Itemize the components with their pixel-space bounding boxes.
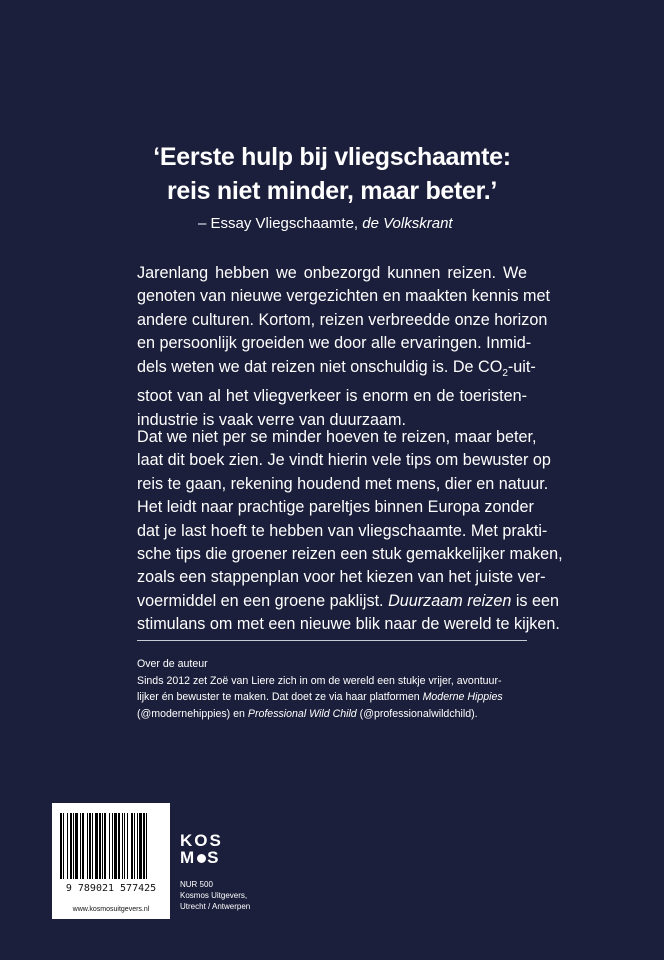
barcode-bar (124, 813, 125, 879)
back-cover-quote (0, 140, 664, 208)
quote-source-prefix: – Essay Vliegschaamte, (198, 215, 363, 232)
text-line: genoten van nieuwe vergezichten en maakten kennis met (137, 287, 551, 306)
text-line: stimulans om met een nieuwe blik naar de wereld te kijken. (137, 615, 560, 634)
intro-paragraph (137, 262, 551, 432)
barcode-bars (60, 813, 162, 881)
logo-row: KOS (180, 831, 223, 850)
barcode-bar (80, 813, 81, 879)
barcode-bar (146, 813, 147, 879)
quote-source (198, 214, 453, 234)
text-line: reis te gaan, rekening houdend met mens, dier en natuur. (137, 474, 549, 493)
publisher-place: Utrecht / Antwerpen (180, 902, 251, 911)
logo-dot (197, 854, 206, 863)
text-line-part: -uit- (507, 357, 536, 376)
text-line-part: is een (511, 591, 560, 610)
author-line (137, 689, 527, 706)
text-line (137, 356, 536, 386)
barcode-bar (63, 813, 64, 879)
barcode-bar (89, 813, 91, 879)
author-line-part: (@professionalwildchild). (356, 707, 478, 720)
author-line (137, 706, 527, 723)
platform-name: Professional Wild Child (247, 707, 357, 720)
text-line: Het leidt naar prachtige pareltjes binnen Europa zonder (137, 498, 534, 517)
barcode-bar (95, 813, 98, 879)
main-paragraph (137, 426, 563, 637)
author-line: Sinds 2012 zet Zoë van Liere zich in om de wereld een stukje vrijer, avontuur- (137, 674, 502, 687)
publisher-name: Kosmos Uitgevers, (180, 891, 248, 900)
logo-row (180, 849, 230, 866)
barcode-bar (134, 813, 135, 879)
text-line: en persoonlijk groeiden we door alle ervaringen. Inmid- (137, 334, 532, 353)
barcode-bar (75, 813, 78, 879)
barcode-bar (109, 813, 110, 879)
barcode-bar (73, 813, 74, 879)
barcode-bar (102, 813, 103, 879)
author-line-part: lijker én bewuster te maken. Dat doet ze via haar platformen (137, 691, 423, 703)
text-line: sche tips die groener reizen een stuk gemakkelijker maken, (137, 545, 563, 564)
divider (137, 640, 527, 641)
text-line-part: voermiddel en een groene paklijst. (137, 591, 389, 610)
platform-name: Moderne Hippies (422, 691, 503, 703)
text-line: andere culturen. Kortom, reizen verbreedde onze horizon (137, 310, 548, 329)
barcode-bar (114, 813, 117, 879)
author-line-part: (@modernehippies) en (137, 707, 248, 720)
quote-source-paper: de Volkskrant (362, 215, 453, 232)
book-title: Duurzaam reizen (388, 591, 512, 610)
about-author (137, 656, 527, 722)
text-line-part: dels weten we dat reizen niet onschuldig is. De CO (137, 357, 503, 376)
barcode (52, 803, 170, 919)
text-line: Dat we niet per se minder hoeven te reizen, maar beter, (137, 428, 537, 446)
barcode-bar (60, 813, 62, 879)
quote-line-1: ‘Eerste hulp bij vliegschaamte: (153, 143, 511, 171)
barcode-bar (139, 813, 142, 879)
text-line: Jarenlang hebben we onbezorgd kunnen reizen. We (137, 264, 527, 282)
text-line (137, 590, 560, 613)
text-line: industrie is vaak verre van duurzaam. (137, 410, 407, 429)
barcode-bar (131, 813, 133, 879)
nur-code: NUR 500 (180, 880, 213, 889)
publisher-info (180, 879, 250, 912)
quote-line-2: reis niet minder, maar beter.’ (166, 177, 498, 205)
text-line: dat je last hoeft te hebben van vliegschaamte. Met prakti- (137, 521, 548, 540)
kosmos-logo (180, 832, 230, 866)
text-line: zoals een stappenplan voor het kiezen van het juiste ver- (137, 568, 546, 587)
logo-letter: M (180, 848, 197, 867)
barcode-bar (99, 813, 101, 879)
logo-letter: S (207, 848, 221, 867)
barcode-bar (112, 813, 113, 879)
barcode-bar (143, 813, 145, 879)
text-line: stoot van al het vliegverkeer is enorm en de toeristen- (137, 387, 527, 406)
co2-subscript: 2 (502, 367, 508, 379)
barcode-bar (82, 813, 84, 879)
author-heading: Over de auteur (137, 658, 208, 670)
barcode-bar (92, 813, 93, 879)
barcode-bar (118, 813, 120, 879)
barcode-bar (122, 813, 123, 879)
barcode-bar (137, 813, 138, 879)
text-line: laat dit boek zien. Je vindt hierin vele tips om bewuster op (137, 451, 551, 470)
barcode-bar (87, 813, 88, 879)
publisher-url: www.kosmosuitgevers.nl (72, 906, 150, 913)
barcode-bar (70, 813, 72, 879)
barcode-bar (104, 813, 106, 879)
barcode-bar (127, 813, 128, 879)
barcode-bar (67, 813, 68, 879)
isbn-number: 9 789021 577425 (65, 883, 157, 894)
